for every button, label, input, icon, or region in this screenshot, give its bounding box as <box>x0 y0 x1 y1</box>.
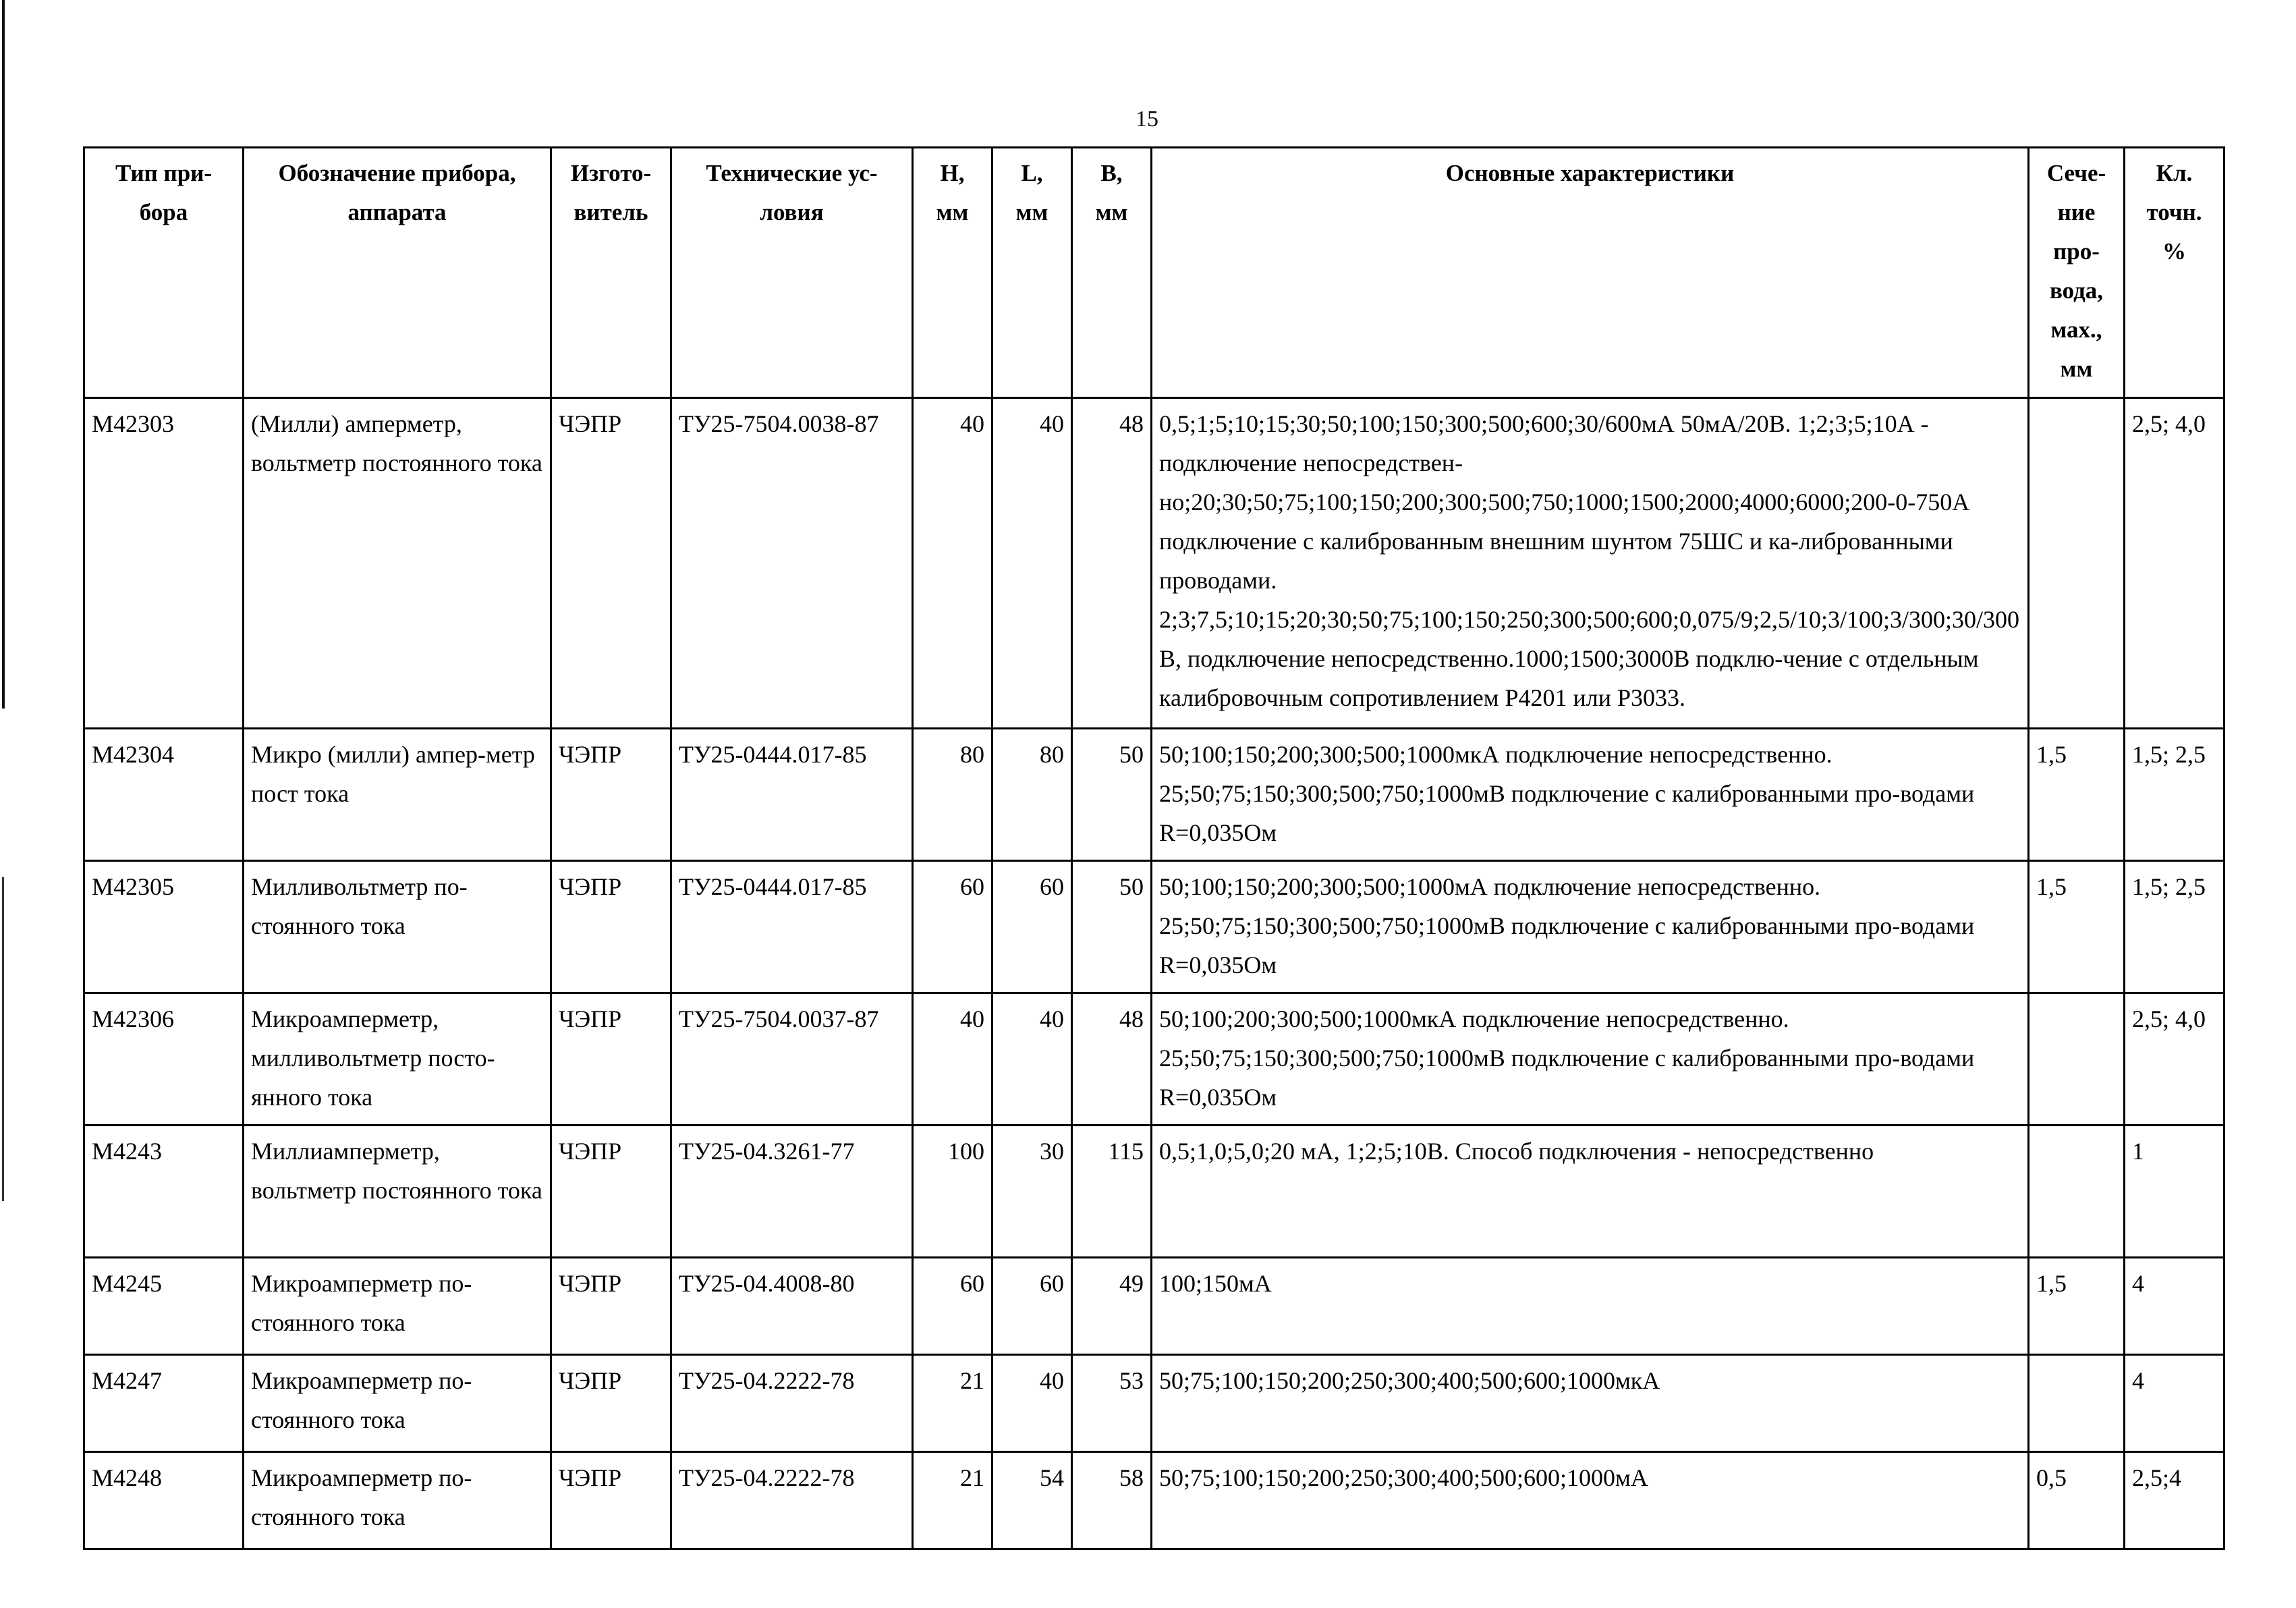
cell-accuracy: 1,5; 2,5 <box>2125 861 2224 993</box>
table-row <box>84 993 2224 1126</box>
cell-characteristics: 50;75;100;150;200;250;300;400;500;600;1000мкА <box>1152 1355 2029 1452</box>
cell-section <box>2029 1355 2125 1452</box>
cell-h: 80 <box>913 729 992 861</box>
table-row <box>84 729 2224 861</box>
cell-section: 1,5 <box>2029 861 2125 993</box>
cell-b: 48 <box>1072 398 1152 729</box>
cell-accuracy: 1,5; 2,5 <box>2125 729 2224 861</box>
cell-l: 60 <box>992 861 1072 993</box>
cell-type: М42304 <box>84 729 244 861</box>
cell-characteristics: 50;100;150;200;300;500;1000мА подключение непосредственно. 25;50;75;150;300;500;750;1000мВ подключение с калиброванными про-водами R=0,035Ом <box>1152 861 2029 993</box>
cell-type: М4247 <box>84 1355 244 1452</box>
cell-type: М42305 <box>84 861 244 993</box>
cell-type: М4245 <box>84 1258 244 1355</box>
cell-h: 21 <box>913 1355 992 1452</box>
cell-specs: ТУ25-0444.017-85 <box>671 729 913 861</box>
header-l: L, мм <box>992 148 1072 398</box>
cell-h: 40 <box>913 993 992 1126</box>
cell-specs: ТУ25-7504.0037-87 <box>671 993 913 1126</box>
cell-designation: Микро (милли) ампер-метр пост тока <box>244 729 551 861</box>
cell-section: 1,5 <box>2029 1258 2125 1355</box>
cell-b: 49 <box>1072 1258 1152 1355</box>
table-row <box>84 1126 2224 1258</box>
left-margin-line <box>2 0 5 709</box>
page-number: 15 <box>1136 107 1158 132</box>
cell-specs: ТУ25-04.2222-78 <box>671 1355 913 1452</box>
cell-designation: (Милли) амперметр, вольтметр постоянного тока <box>244 398 551 729</box>
header-section: Сече- ние про- вода, мах., мм <box>2029 148 2125 398</box>
cell-b: 50 <box>1072 729 1152 861</box>
cell-b: 53 <box>1072 1355 1152 1452</box>
cell-b: 58 <box>1072 1452 1152 1549</box>
cell-maker: ЧЭПР <box>551 398 671 729</box>
table-row <box>84 1452 2224 1549</box>
cell-accuracy: 2,5; 4,0 <box>2125 993 2224 1126</box>
cell-l: 80 <box>992 729 1072 861</box>
cell-h: 60 <box>913 1258 992 1355</box>
header-type: Тип при- бора <box>84 148 244 398</box>
cell-specs: ТУ25-0444.017-85 <box>671 861 913 993</box>
cell-designation: Миллиамперметр, вольтметр постоянного тока <box>244 1126 551 1258</box>
cell-l: 54 <box>992 1452 1072 1549</box>
cell-h: 100 <box>913 1126 992 1258</box>
instrument-spec-table <box>83 146 2225 1550</box>
table-row <box>84 861 2224 993</box>
header-h: Н, мм <box>913 148 992 398</box>
cell-type: М4248 <box>84 1452 244 1549</box>
cell-h: 40 <box>913 398 992 729</box>
cell-maker: ЧЭПР <box>551 1258 671 1355</box>
cell-designation: Микроамперметр по-стоянного тока <box>244 1258 551 1355</box>
table-row <box>84 398 2224 729</box>
cell-section <box>2029 1126 2125 1258</box>
cell-accuracy: 2,5; 4,0 <box>2125 398 2224 729</box>
header-characteristics: Основные характеристики <box>1152 148 2029 398</box>
cell-maker: ЧЭПР <box>551 1126 671 1258</box>
cell-accuracy: 4 <box>2125 1355 2224 1452</box>
cell-characteristics: 50;75;100;150;200;250;300;400;500;600;1000мА <box>1152 1452 2029 1549</box>
cell-specs: ТУ25-04.4008-80 <box>671 1258 913 1355</box>
cell-l: 60 <box>992 1258 1072 1355</box>
header-designation: Обозначение прибора, аппарата <box>244 148 551 398</box>
cell-h: 60 <box>913 861 992 993</box>
cell-designation: Микроамперметр, милливольтметр посто-янного тока <box>244 993 551 1126</box>
cell-maker: ЧЭПР <box>551 729 671 861</box>
cell-h: 21 <box>913 1452 992 1549</box>
cell-l: 40 <box>992 1355 1072 1452</box>
cell-type: М42303 <box>84 398 244 729</box>
cell-type: М4243 <box>84 1126 244 1258</box>
table-row <box>84 1258 2224 1355</box>
cell-l: 30 <box>992 1126 1072 1258</box>
cell-b: 48 <box>1072 993 1152 1126</box>
cell-maker: ЧЭПР <box>551 1355 671 1452</box>
cell-type: М42306 <box>84 993 244 1126</box>
cell-l: 40 <box>992 398 1072 729</box>
cell-section <box>2029 398 2125 729</box>
cell-characteristics: 0,5;1;5;10;15;30;50;100;150;300;500;600;30/600мА 50мА/20В. 1;2;3;5;10А - подключение непосредствен-но;20;30;50;75;100;150;200;300;500;750;1000;1500;2000;4000;6000;200-0-750А подключение с калиброванным внешним шунтом 75ШС и ка-либрованными проводами. 2;3;7,5;10;15;20;30;50;75;100;150;250;300;500;600;0,075/9;2,5/10;3/100;3/300;30/300В, подключение непосредственно.1000;1500;3000В подклю-чение с отдельным калибровочным сопротивлением Р4201 или Р3033. <box>1152 398 2029 729</box>
header-maker: Изгото- витель <box>551 148 671 398</box>
cell-designation: Микроамперметр по-стоянного тока <box>244 1452 551 1549</box>
table-row <box>84 1355 2224 1452</box>
cell-accuracy: 4 <box>2125 1258 2224 1355</box>
cell-accuracy: 1 <box>2125 1126 2224 1258</box>
cell-l: 40 <box>992 993 1072 1126</box>
cell-b: 115 <box>1072 1126 1152 1258</box>
header-specs: Технические ус- ловия <box>671 148 913 398</box>
cell-specs: ТУ25-7504.0038-87 <box>671 398 913 729</box>
cell-designation: Микроамперметр по-стоянного тока <box>244 1355 551 1452</box>
cell-characteristics: 50;100;200;300;500;1000мкА подключение непосредственно. 25;50;75;150;300;500;750;1000мВ подключение с калиброванными про-водами R=0,035Ом <box>1152 993 2029 1126</box>
cell-designation: Милливольтметр по-стоянного тока <box>244 861 551 993</box>
header-b: В, мм <box>1072 148 1152 398</box>
cell-maker: ЧЭПР <box>551 993 671 1126</box>
cell-maker: ЧЭПР <box>551 1452 671 1549</box>
cell-specs: ТУ25-04.2222-78 <box>671 1452 913 1549</box>
left-margin-line-lower <box>2 877 4 1201</box>
cell-characteristics: 50;100;150;200;300;500;1000мкА подключение непосредственно. 25;50;75;150;300;500;750;1000мВ подключение с калиброванными про-водами R=0,035Ом <box>1152 729 2029 861</box>
cell-characteristics: 100;150мА <box>1152 1258 2029 1355</box>
table-header-row <box>84 148 2224 398</box>
cell-section: 0,5 <box>2029 1452 2125 1549</box>
cell-characteristics: 0,5;1,0;5,0;20 мА, 1;2;5;10В. Способ подключения - непосредственно <box>1152 1126 2029 1258</box>
cell-section <box>2029 993 2125 1126</box>
cell-specs: ТУ25-04.3261-77 <box>671 1126 913 1258</box>
cell-accuracy: 2,5;4 <box>2125 1452 2224 1549</box>
header-accuracy: Кл. точн. % <box>2125 148 2224 398</box>
cell-maker: ЧЭПР <box>551 861 671 993</box>
cell-b: 50 <box>1072 861 1152 993</box>
cell-section: 1,5 <box>2029 729 2125 861</box>
